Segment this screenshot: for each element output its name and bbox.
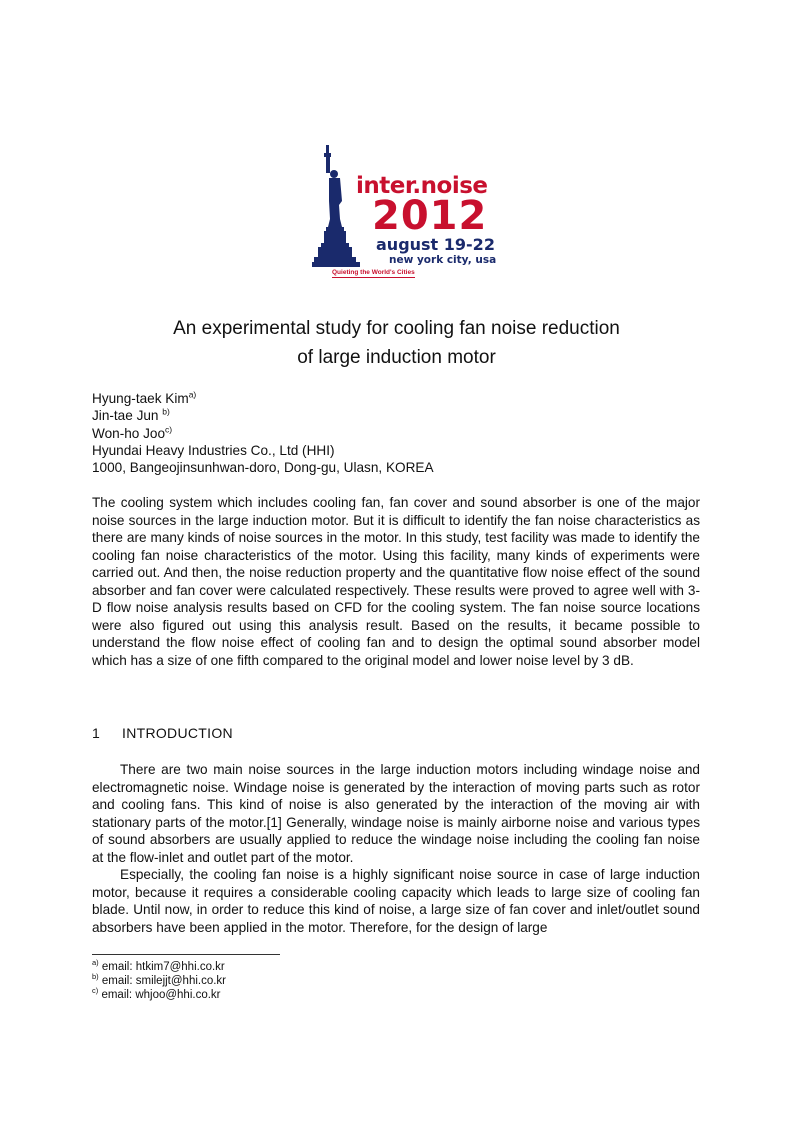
footnote-mark: c) [92,986,99,996]
logo-title: inter.noise [356,173,488,199]
footnote [92,960,226,974]
footnotes [92,960,226,1002]
paper-title-line-1: An experimental study for cooling fan noise reduction [173,318,620,339]
author-2 [92,407,434,424]
footnote-mark: a) [92,958,99,968]
paragraph: There are two main noise sources in the large induction motors including windage noise and electromagnetic noise. Windage noise is generated by the interaction of moving parts such as rotor and cooling fans. This kind of noise is also generated by the interaction of the moving air with stationary parts of the motor.[1] Generally, windage noise is mainly airborne noise and various types of sound absorbers are usually applied to reduce the windage noise including the cooling fan noise at the flow-inlet and outlet part of the motor. [92,762,700,865]
address: 1000, Bangeojinsunhwan-doro, Dong-gu, Ulasn, KOREA [92,460,434,476]
author-name: Won-ho Joo [92,425,166,441]
author-name: Jin-tae Jun [92,408,163,424]
footnote-email: email: htkim7@hhi.co.kr [98,961,225,973]
paper-title-line-2: of large induction motor [297,347,496,368]
author-mark: c) [165,424,173,435]
section-heading [92,725,233,741]
logo-dates: august 19-22 [376,235,495,254]
logo-year: 2012 [372,193,488,239]
footnote-mark: b) [92,972,99,982]
author-mark: b) [162,406,170,417]
author-name: Hyung-taek Kim [92,391,189,406]
logo-city: new york city, usa [389,254,497,266]
footnote-email: email: whjoo@hhi.co.kr [98,989,221,1001]
footnote [92,988,226,1002]
section-title: INTRODUCTION [122,725,233,741]
author-3 [92,425,434,442]
paper-title [0,314,793,372]
statue-of-liberty-icon [312,143,362,269]
footnote-email: email: smilejjt@hhi.co.kr [98,975,227,987]
author-block [92,390,434,476]
author-mark: a) [188,389,197,400]
affiliation: Hyundai Heavy Industries Co., Ltd (HHI) [92,442,335,458]
introduction-body [92,761,700,936]
author-1 [92,390,434,407]
abstract: The cooling system which includes cooling fan, fan cover and sound absorber is one of the major noise sources in the large induction motor. But it is difficult to identify the fan noise characteristics as there are many kinds of noise sources in the motor. In this study, test facility was made to identify the cooling fan noise characteristics of the motor. Using this facility, many kinds of experiments were carried out. And then, the noise reduction property and the quantitative flow noise effect of the sound absorber and fan cover were calculated respectively. These results were proved to agree well with 3-D flow noise analysis results based on CFD for the cooling system. The fan noise source locations were also figured out using this analysis result. Based on the results, it became possible to understand the flow noise effect of cooling fan and to design the optimal sound absorber model which has a size of one fifth compared to the original model and lower noise level by 3 dB. [92,495,700,668]
paragraph: Especially, the cooling fan noise is a highly significant noise source in case of large induction motor, because it requires a considerable cooling capacity which leads to large size of cooling fan blade. Until now, in order to reduce this kind of noise, a large size of fan cover and inlet/outlet sound absorbers have been applied in the motor. Therefore, for the design of large [92,867,700,935]
footnote-divider [92,954,280,955]
conference-logo [312,143,497,283]
logo-tagline: Quieting the World's Cities [332,269,415,276]
footnote [92,974,226,988]
section-number: 1 [92,725,101,741]
